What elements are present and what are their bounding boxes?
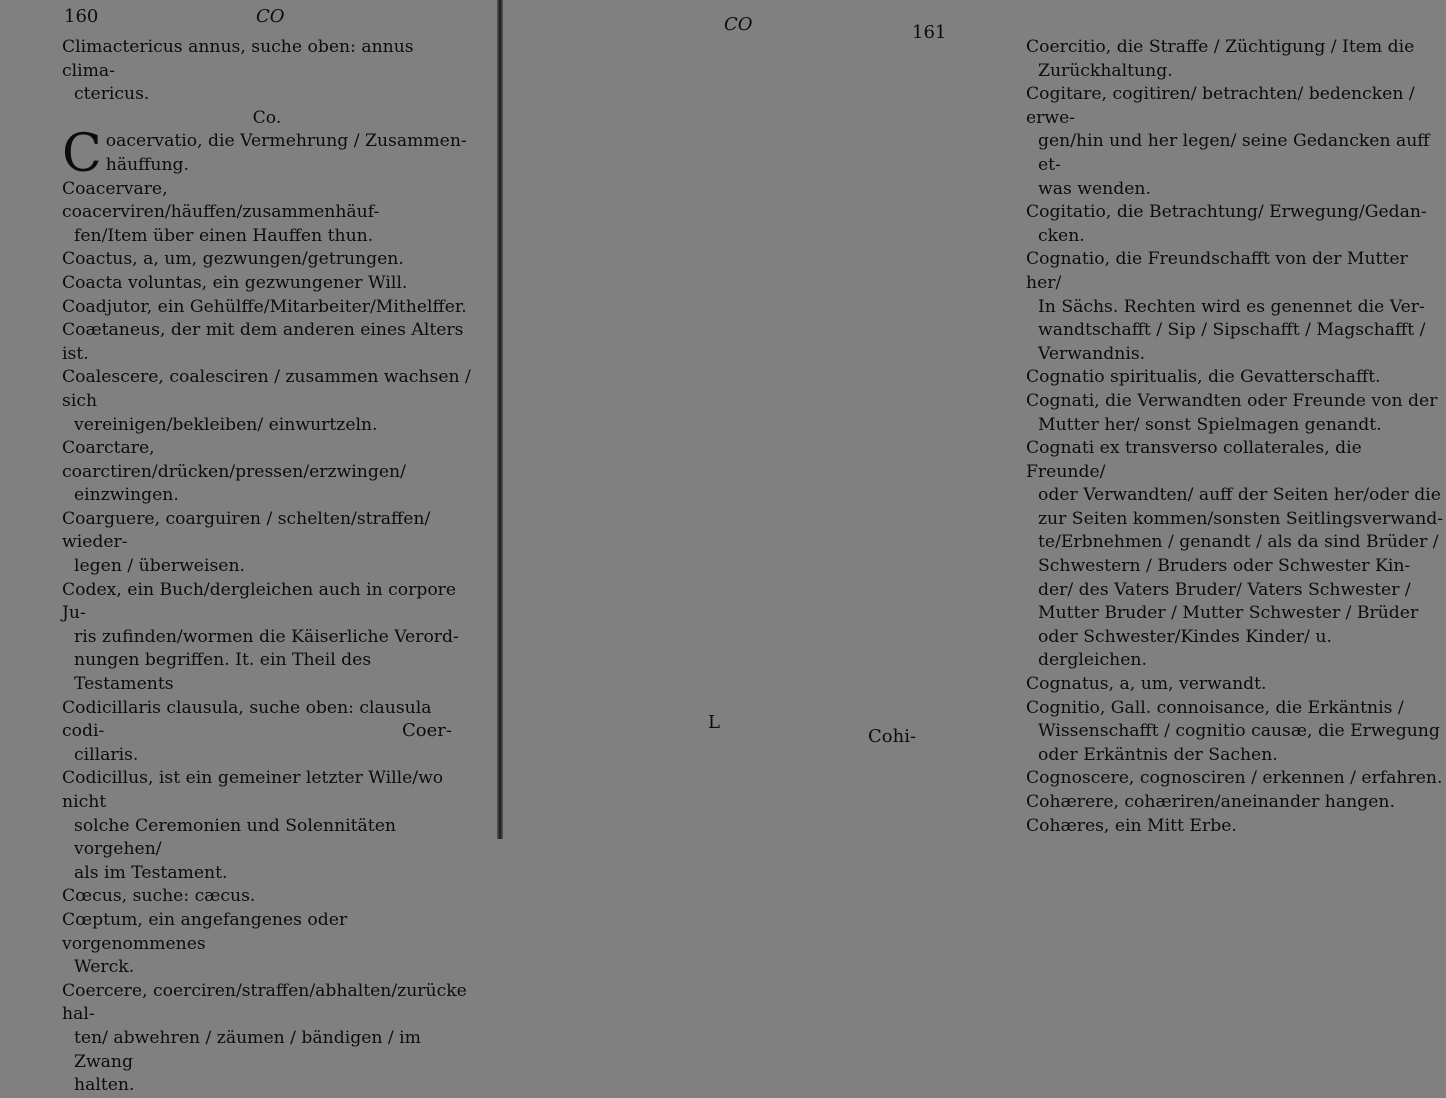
entry-line: Cognitio, Gall. connoisance, die Erkäntnis / — [1026, 697, 1404, 718]
entry-line: Mutter her/ sonst Spielmagen genandt. — [1038, 414, 1382, 435]
entry-line: Schwestern / Bruders oder Schwester Kin- — [1038, 556, 1411, 577]
entry-line: zur Seiten kommen/sonsten Seitlingsverwand- — [1038, 508, 1444, 529]
entry-line: Cognati, die Verwandten oder Freunde von der — [1026, 390, 1438, 411]
entry-line: legen / überweisen. — [74, 556, 245, 577]
entry-line: fen/Item über einen Hauffen thun. — [74, 225, 374, 246]
entry-line: Codicillaris clausula, suche oben: clausula codi- — [62, 697, 437, 742]
left-page-number: 160 — [64, 6, 99, 27]
dictionary-entry — [1026, 83, 1446, 201]
entry-line: Coercitio, die Straffe / Züchtigung / Item die — [1026, 37, 1415, 57]
right-page-number: 161 — [912, 22, 947, 43]
dictionary-entry — [1026, 248, 1446, 366]
dictionary-entry — [62, 508, 472, 579]
entry-line: als im Testament. — [74, 862, 228, 883]
entry-line: ten/ abwehren / zäumen / bändigen / im Zwang — [74, 1027, 427, 1072]
dictionary-entry — [1026, 366, 1446, 390]
left-running-head: CO — [256, 6, 285, 27]
entry-line: der/ des Vaters Bruder/ Vaters Schwester / — [1038, 579, 1411, 600]
entry-line: Codex, ein Buch/dergleichen auch in corpore Ju- — [62, 579, 462, 624]
dictionary-entry — [62, 248, 472, 272]
entry-line: Cognoscere, cognosciren / erkennen / erfahren. — [1026, 768, 1443, 789]
entry-line: Zurückhaltung. — [1038, 60, 1173, 81]
entry-line: Coacta voluntas, ein gezwungener Will. — [62, 272, 408, 293]
entry-line: einzwingen. — [74, 485, 179, 506]
drop-cap: C — [62, 124, 102, 185]
dictionary-entry — [62, 437, 472, 508]
dictionary-entry — [1026, 791, 1446, 815]
section-heading: Co. — [252, 107, 282, 128]
dictionary-entry — [62, 36, 472, 107]
dictionary-entry — [62, 272, 472, 296]
entry-line: In Sächs. Rechten wird es genennet die Ver- — [1038, 296, 1425, 317]
entry-line: Mutter Bruder / Mutter Schwester / Brüder — [1038, 603, 1419, 624]
entry-line: Climactericus annus, suche oben: annus clima- — [62, 37, 420, 81]
left-entry-list — [62, 36, 477, 1098]
entry-line: oder Verwandten/ auff der Seiten her/oder die — [1038, 485, 1441, 506]
entry-line: Cognatus, a, um, verwandt. — [1026, 674, 1267, 695]
dictionary-entry — [62, 296, 472, 320]
entry-line: vereinigen/bekleiben/ einwurtzeln. — [74, 414, 378, 435]
dictionary-entry — [1026, 673, 1446, 697]
entry-line: häuffung. — [105, 154, 189, 175]
dictionary-entry — [62, 124, 472, 185]
entry-line: Cogitatio, die Betrachtung/ Erwegung/Gedan- — [1026, 202, 1427, 223]
entry-line: oder Schwester/Kindes Kinder/ u. dergleichen. — [1038, 626, 1338, 671]
dictionary-entry — [62, 319, 472, 366]
entry-line: Cognati ex transverso collaterales, die Freunde/ — [1026, 438, 1368, 482]
entry-line: te/Erbnehmen / genandt / als da sind Brüder / — [1038, 532, 1439, 553]
entry-line: solche Ceremonien und Solennitäten vorgehen/ — [74, 815, 402, 860]
entry-line: cken. — [1038, 225, 1085, 246]
entry-line: Coalescere, coalesciren / zusammen wachsen / sich — [62, 367, 477, 411]
right-running-head: CO — [724, 14, 753, 35]
entry-line: Cognatio spiritualis, die Gevatterschafft. — [1026, 367, 1381, 388]
entry-line: wandtschafft / Sip / Sipschafft / Magschafft / — [1038, 320, 1426, 341]
entry-line: Coacervare, coacerviren/häuffen/zusammenhäuf- — [62, 178, 380, 223]
entry-line: cillaris. — [74, 744, 139, 765]
dictionary-entry — [62, 178, 472, 249]
entry-line: ris zufinden/wormen die Käiserliche Verord- — [74, 626, 459, 647]
entry-line: Coadjutor, ein Gehülffe/Mitarbeiter/Mithelffer. — [62, 296, 467, 317]
right-signature-mark: L — [708, 712, 720, 733]
right-page — [500, 0, 1444, 839]
entry-line: Coactus, a, um, gezwungen/getrungen. — [62, 249, 404, 270]
entry-line: Cœptum, ein angefangenes oder vorgenommenes — [62, 909, 353, 954]
entry-line: Coarguere, coarguiren / schelten/straffen/ wieder- — [62, 508, 436, 553]
dictionary-entry — [1026, 390, 1446, 437]
entry-line: gen/hin und her legen/ seine Gedancken auff et- — [1038, 131, 1435, 175]
dictionary-entry — [1026, 201, 1446, 248]
dictionary-entry — [1026, 767, 1446, 791]
entry-line: Coætaneus, der mit dem anderen eines Alters ist. — [62, 320, 469, 364]
entry-line: Cohærere, cohæriren/aneinander hangen. — [1026, 792, 1395, 812]
dictionary-entry — [62, 579, 472, 697]
entry-line: Codicillus, ist ein gemeiner letzter Wille/wo nicht — [62, 768, 449, 812]
entry-line: Wissenschafft / cognitio causæ, die Erwegung — [1038, 721, 1440, 742]
entry-line: Cohæres, ein Mitt Erbe. — [1026, 815, 1237, 836]
dictionary-entry — [1026, 697, 1446, 768]
entry-line: Verwandnis. — [1038, 343, 1146, 364]
dictionary-entry — [1026, 437, 1446, 673]
dictionary-entry — [62, 980, 472, 1098]
dictionary-entry — [62, 909, 472, 980]
left-page — [0, 0, 500, 1096]
entry-text: oacervatio, die Vermehrung / Zusammen- — [105, 131, 467, 152]
entry-line: ctericus. — [74, 84, 150, 105]
entry-line: Coercere, coerciren/straffen/abhalten/zurücke hal- — [62, 980, 473, 1025]
entry-line: Cognatio, die Freundschafft von der Mutter her/ — [1026, 249, 1414, 293]
entry-line: was wenden. — [1038, 178, 1151, 199]
right-catchword: Cohi- — [868, 726, 917, 747]
dictionary-entry — [62, 767, 472, 885]
entry-line: Cogitare, cogitiren/ betrachten/ bedencken / erwe- — [1026, 84, 1421, 128]
right-entry-list — [1026, 36, 1446, 838]
left-catchword: Coer- — [402, 720, 452, 741]
dictionary-entry — [1026, 815, 1446, 839]
entry-line: Coarctare, coarctiren/drücken/pressen/erzwingen/ — [62, 438, 406, 482]
dictionary-entry — [1026, 36, 1446, 83]
entry-line: Werck. — [74, 957, 135, 978]
entry-line: oder Erkäntnis der Sachen. — [1038, 744, 1278, 765]
entry-line: nungen begriffen. It. ein Theil des Testaments — [74, 650, 377, 695]
dictionary-entry — [62, 366, 477, 437]
entry-line: Cœcus, suche: cæcus. — [62, 886, 256, 907]
dictionary-entry — [62, 885, 472, 909]
entry-line: halten. — [74, 1075, 135, 1096]
